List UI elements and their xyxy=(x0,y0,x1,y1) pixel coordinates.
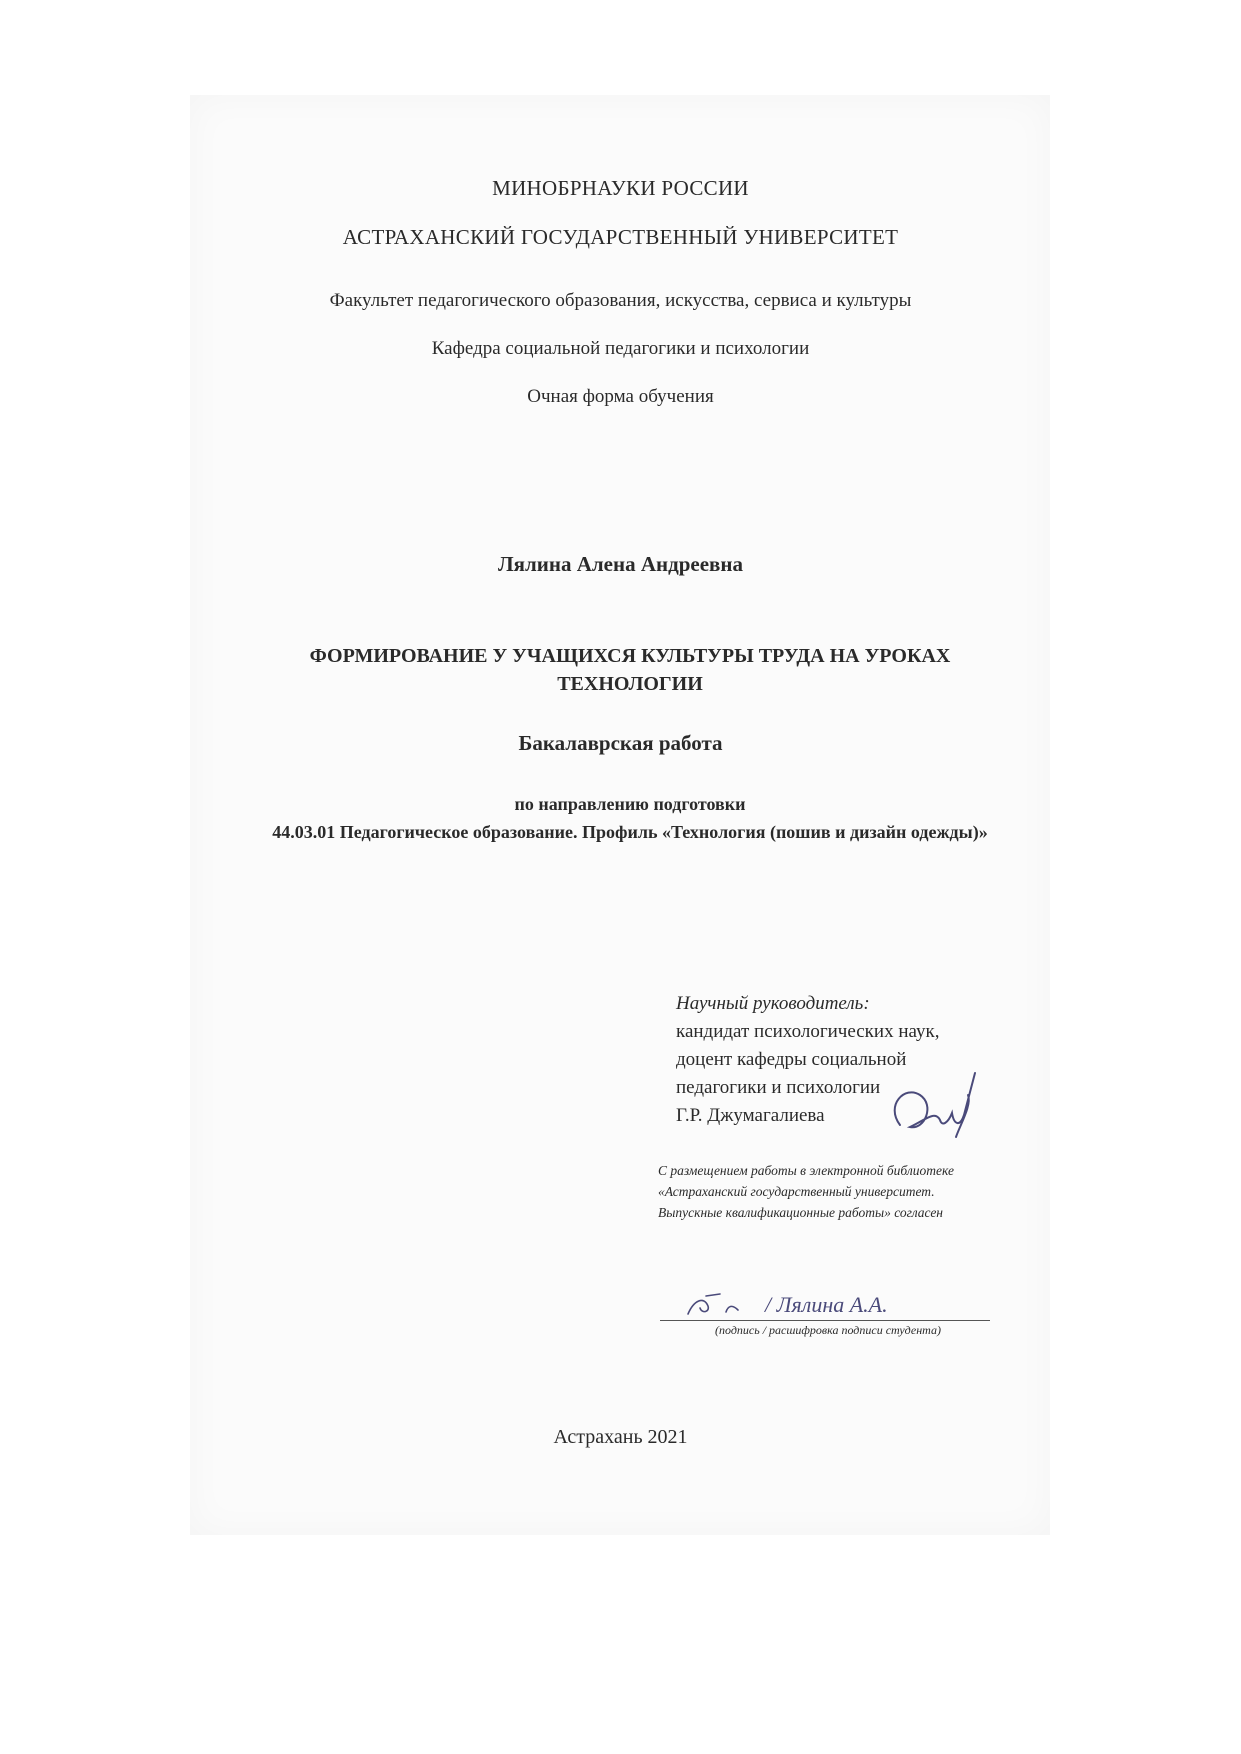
library-consent-text: С размещением работы в электронной библиотеке «Астраханский государственный университет. Выпускные квалификационные работы» согласен xyxy=(658,1163,954,1220)
direction-text: 44.03.01 Педагогическое образование. Профиль «Технология (пошив и дизайн одежды)» xyxy=(272,822,988,842)
study-form: Очная форма обучения xyxy=(527,386,714,407)
work-type: Бакалаврская работа xyxy=(518,731,723,755)
faculty-name: Факультет педагогического образования, искусства, сервиса и культуры xyxy=(329,290,912,311)
signature-caption: (подпись / расшифровка подписи студента) xyxy=(715,1323,941,1337)
signature-line xyxy=(660,1320,990,1321)
student-signature xyxy=(680,1282,980,1322)
supervisor-name: Г.Р. Джумагалиева xyxy=(676,1105,825,1126)
supervisor-signature xyxy=(880,1065,990,1150)
supervisor-position-2: педагогики и психологии xyxy=(676,1077,881,1098)
department-name: Кафедра социальной педагогики и психологии xyxy=(431,338,810,359)
student-signature-decoding: / Лялина А.А. xyxy=(765,1292,888,1317)
thesis-title: ФОРМИРОВАНИЕ У УЧАЩИХСЯ КУЛЬТУРЫ ТРУДА НА УРОКАХ ТЕХНОЛОГИИ xyxy=(309,645,951,695)
study-direction xyxy=(240,790,1020,846)
author-name: Лялина Алена Андреевна xyxy=(497,552,743,576)
university-name: АСТРАХАНСКИЙ ГОСУДАРСТВЕННЫЙ УНИВЕРСИТЕТ xyxy=(342,225,899,249)
supervisor-degree: кандидат психологических наук, xyxy=(676,1021,940,1042)
city-year: Астрахань 2021 xyxy=(553,1426,688,1448)
ministry-name: МИНОБРНАУКИ РОССИИ xyxy=(492,176,749,200)
supervisor-role: Научный руководитель: xyxy=(676,993,870,1014)
supervisor-position: доцент кафедры социальной xyxy=(676,1049,907,1070)
direction-label: по направлению подготовки xyxy=(514,794,746,814)
